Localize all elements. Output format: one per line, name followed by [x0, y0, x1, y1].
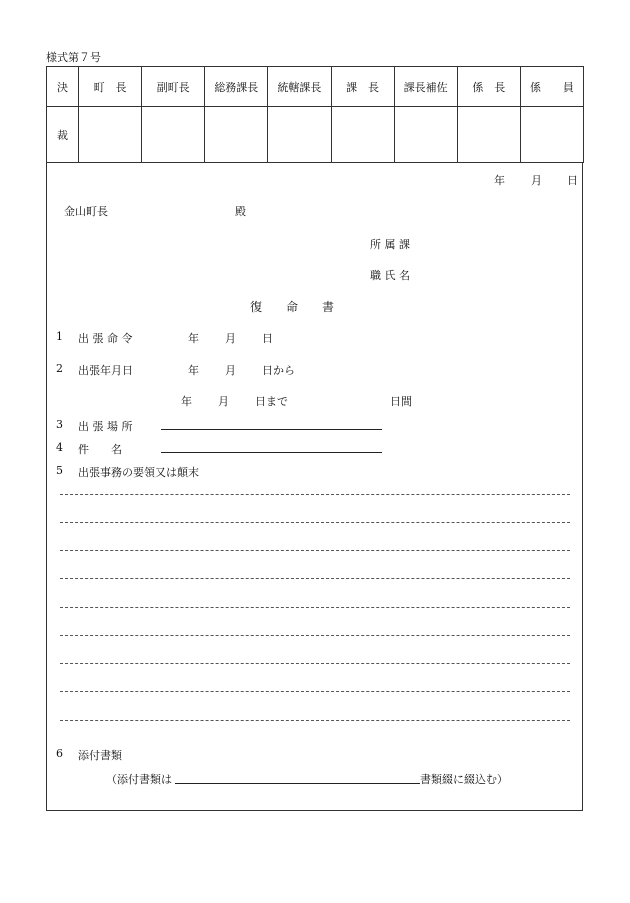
date-year: 年 [494, 174, 505, 187]
item5-label: 出張事務の要領又は顛末 [78, 466, 199, 479]
approval-stamp-cell[interactable] [142, 107, 205, 163]
writing-line[interactable] [60, 578, 570, 579]
writing-line[interactable] [60, 550, 570, 551]
item2-label: 出張年月日 [78, 364, 133, 377]
item2-month-end: 月 [218, 395, 229, 408]
approval-stamp-cell[interactable] [205, 107, 268, 163]
item4-number: 4 [56, 441, 63, 454]
approval-header-assistant-chief: 課長補佐 [394, 67, 457, 107]
report-body-frame [46, 162, 583, 811]
writing-line[interactable] [60, 691, 570, 692]
writing-line[interactable] [60, 494, 570, 495]
writing-line[interactable] [60, 635, 570, 636]
writing-line[interactable] [60, 663, 570, 664]
item6-input-line[interactable] [175, 783, 420, 784]
approval-header-section-chief: 課 長 [331, 67, 394, 107]
approval-header-mayor: 町 長 [79, 67, 142, 107]
item6-label: 添付書類 [78, 749, 122, 762]
approval-stamp-cell[interactable] [79, 107, 142, 163]
writing-line[interactable] [60, 720, 570, 721]
item1-year: 年 [188, 332, 199, 345]
date-month: 月 [531, 174, 542, 187]
item2-day-from: 日から [262, 364, 295, 377]
item2-year: 年 [188, 364, 199, 377]
item1-month: 月 [225, 332, 236, 345]
approval-stamp-cell[interactable] [457, 107, 520, 163]
document-title: 復 命 書 [250, 300, 335, 314]
item3-label: 出 張 場 所 [78, 420, 133, 433]
reporter-department-label: 所 属 課 [370, 238, 410, 251]
item1-number: 1 [56, 330, 63, 343]
approval-header-staff: 係 員 [520, 67, 583, 107]
approval-header-deputy-mayor: 副町長 [142, 67, 205, 107]
item6-note-prefix: （添付書類は [106, 773, 172, 786]
approval-header-supervising-chief: 統轄課長 [268, 67, 331, 107]
item2-days: 日間 [390, 395, 412, 408]
writing-line[interactable] [60, 607, 570, 608]
item2-day-until: 日まで [255, 395, 288, 408]
item3-number: 3 [56, 418, 63, 431]
item4-input-line[interactable] [161, 452, 382, 453]
addressee-name: 金山町長 [64, 205, 108, 218]
reporter-name-label: 職 氏 名 [370, 269, 410, 282]
item2-year-end: 年 [181, 395, 192, 408]
approval-row-label-top: 決 [47, 67, 79, 107]
item1-day: 日 [262, 332, 273, 345]
date-day: 日 [567, 174, 578, 187]
item1-label: 出 張 命 令 [78, 332, 133, 345]
item4-label: 件 名 [78, 443, 122, 456]
approval-header-subsection-chief: 係 長 [457, 67, 520, 107]
approval-stamp-cell[interactable] [331, 107, 394, 163]
item3-input-line[interactable] [161, 429, 382, 430]
item5-number: 5 [56, 464, 63, 477]
form-number: 様式第７号 [46, 51, 101, 64]
approval-table [46, 66, 584, 163]
writing-line[interactable] [60, 522, 570, 523]
item6-note-suffix: 書類綴に綴込む） [420, 773, 508, 786]
approval-row-label-bottom: 裁 [47, 107, 79, 163]
item6-number: 6 [56, 747, 63, 760]
approval-stamp-cell[interactable] [268, 107, 331, 163]
approval-header-general-affairs-chief: 総務課長 [205, 67, 268, 107]
approval-stamp-cell[interactable] [394, 107, 457, 163]
addressee-honorific: 殿 [235, 205, 246, 218]
item2-month: 月 [225, 364, 236, 377]
approval-stamp-cell[interactable] [520, 107, 583, 163]
item2-number: 2 [56, 362, 63, 375]
